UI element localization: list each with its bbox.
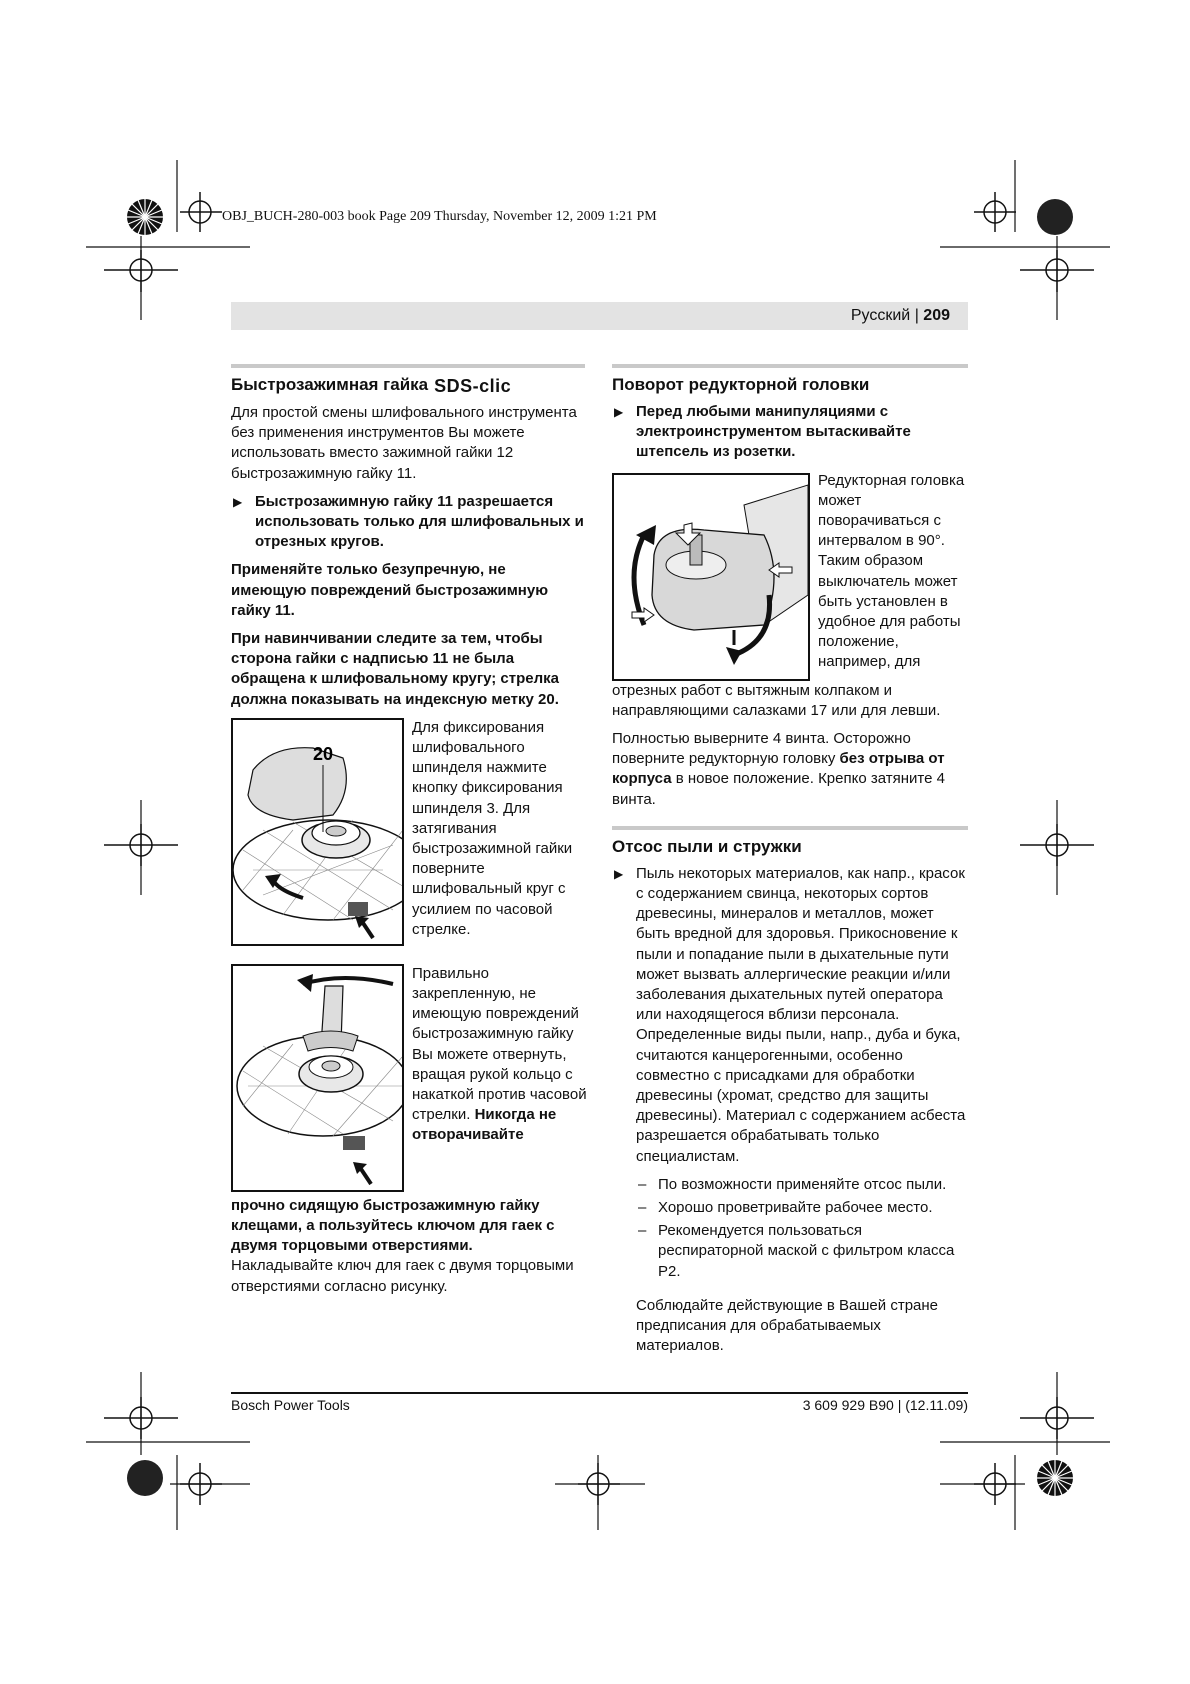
- solid-target-icon: [127, 1460, 163, 1496]
- crosshair-target-icon: [1020, 1397, 1094, 1439]
- warning-bullet: ▶ Перед любыми манипуляциями с электроинструментом вытаскивайте штепсель из розетки.: [614, 403, 911, 461]
- section-heading-dust: Отсос пыли и стружки: [612, 836, 802, 856]
- star-target-icon: [1037, 1460, 1073, 1496]
- figure-tighten-nut: [231, 718, 404, 946]
- language-page-bar: [231, 302, 968, 330]
- warning-paragraph: Применяйте только безупречную, не имеющую повреждений быстрозажимную гайку 11.: [231, 561, 549, 619]
- warning-paragraph: При навинчивании следите за тем, чтобы сторона гайки с надписью 11 не была обращена к шлифовальному кругу; стрелка должна показывать на индексную метку 20.: [231, 630, 560, 708]
- wrench-instruction: Накладывайте ключ для гаек с двумя торцовыми отверстиями согласно рисунку.: [231, 1257, 574, 1295]
- section-rule: [612, 364, 968, 368]
- solid-target-icon: [1037, 199, 1073, 235]
- footer-doc-number: 3 609 929 B90 | (12.11.09): [802, 1397, 968, 1413]
- crosshair-target-icon: [1020, 250, 1094, 292]
- figure-row-tighten: [231, 718, 585, 950]
- dash-item: – Рекомендуется пользоваться респираторной маской с фильтром класса P2.: [638, 1222, 955, 1280]
- page-number: 209: [923, 307, 950, 324]
- right-column: [612, 364, 968, 1365]
- intro-paragraph: Для простой смены шлифовального инструмента без применения инструментов Вы можете использовать вместо зажимной гайки 12 быстрозажимную гайку 11.: [231, 404, 577, 482]
- dash-item: – Хорошо проветривайте рабочее место.: [638, 1199, 933, 1217]
- triangle-bullet-icon: ▶: [614, 405, 624, 419]
- gear-head-instructions: Полностью выверните 4 винта. Осторожно поверните редукторную головку без отрыва от корпуса в новое положение. Крепко затяните 4 винта.: [612, 730, 945, 808]
- figure-row-loosen: [231, 964, 585, 1202]
- section-heading-quick-nut: Быстрозажимная гайка SDS-clic: [231, 375, 512, 396]
- crosshair-target-icon: [974, 1463, 1016, 1505]
- section-rule: [231, 364, 585, 368]
- footer-brand: Bosch Power Tools: [231, 1397, 350, 1413]
- footer-rule: [231, 1392, 968, 1394]
- separator: |: [914, 307, 919, 324]
- sds-clic-logo: SDS-clic: [434, 376, 512, 396]
- crosshair-target-icon: [180, 1463, 222, 1505]
- crosshair-target-icon: [180, 192, 222, 232]
- star-target-icon: [127, 199, 163, 235]
- closing-paragraph: Соблюдайте действующие в Вашей стране предписания для обрабатываемых материалов.: [636, 1296, 938, 1355]
- dust-warning-bullet: ▶ Пыль некоторых материалов, как напр., красок с содержанием свинца, некоторых сортов древесины, минералов и металлов, может быть вредной для здоровья. Прикосновение к пыли и попадание пыли в дыхательные пути может вызвать аллергические реакции и/или заболевания дыхательных путей оператора или находящегося вблизи персонала. Определенные виды пыли, напр., дуба и бука, считаются канцерогенными, особенно совместно с присадками для обработки древесины (хромат, средство для защиты древесины). Материал с содержанием асбеста разрешается обрабатывать только специалистам.: [614, 864, 966, 1165]
- callout-number: 20: [313, 743, 334, 764]
- section-rule: [612, 826, 968, 830]
- gear-head-paragraph-cont: отрезных работ с вытяжным колпаком и направляющими салазками 17 или для левши.: [612, 681, 941, 719]
- crosshair-target-icon: [578, 1463, 620, 1505]
- figure-caption-tighten: Для фиксирования шлифовального шпинделя нажмите кнопку фиксирования шпинделя 3. Для затягивания быстрозажимной гайки поверните шлифовальный круг с усилием по часовой стрелке.: [412, 718, 573, 938]
- crosshair-target-icon: [974, 192, 1016, 232]
- figure-caption-gear-head: Редукторная головка может поворачиваться с интервалом в 90°. Таким образом выключатель может быть установлен в удобное для работы положение, например, для: [818, 471, 965, 671]
- warning-continuation: прочно сидящую быстрозажимную гайку клещами, а пользуйтесь ключом для гаек с двумя торцовыми отверстиями.: [231, 1196, 555, 1255]
- language-label: Русский: [850, 307, 911, 324]
- figure-loosen-nut: [231, 964, 404, 1192]
- crosshair-target-icon: [104, 250, 178, 292]
- warning-inline: Никогда не отворачивайте: [412, 1106, 557, 1144]
- crosshair-target-icon: [104, 1397, 178, 1439]
- crosshair-target-icon: [1020, 824, 1094, 866]
- figure-rotate-gear-head: [612, 473, 810, 681]
- figure-row-gear-head: [612, 471, 968, 693]
- triangle-bullet-icon: ▶: [233, 494, 243, 509]
- section-heading-gear-head: Поворот редукторной головки: [612, 375, 870, 394]
- figure-caption-loosen: Правильно закрепленную, не имеющую повреждений быстрозажимную гайку Вы можете отвернуть, вращая рукой кольцо с накаткой против часовой стрелки. Никогда не отворачивайте: [412, 964, 587, 1144]
- triangle-bullet-icon: ▶: [614, 866, 624, 881]
- dash-item: – По возможности применяйте отсос пыли.: [638, 1175, 947, 1193]
- warning-bullet: ▶ Быстрозажимную гайку 11 разрешается использовать только для шлифовальных и отрезных кругов.: [233, 492, 584, 551]
- left-column: [231, 364, 585, 1305]
- book-file-header: OBJ_BUCH-280-003 book Page 209 Thursday, November 12, 2009 1:21 PM: [222, 209, 657, 224]
- crosshair-target-icon: [104, 824, 178, 866]
